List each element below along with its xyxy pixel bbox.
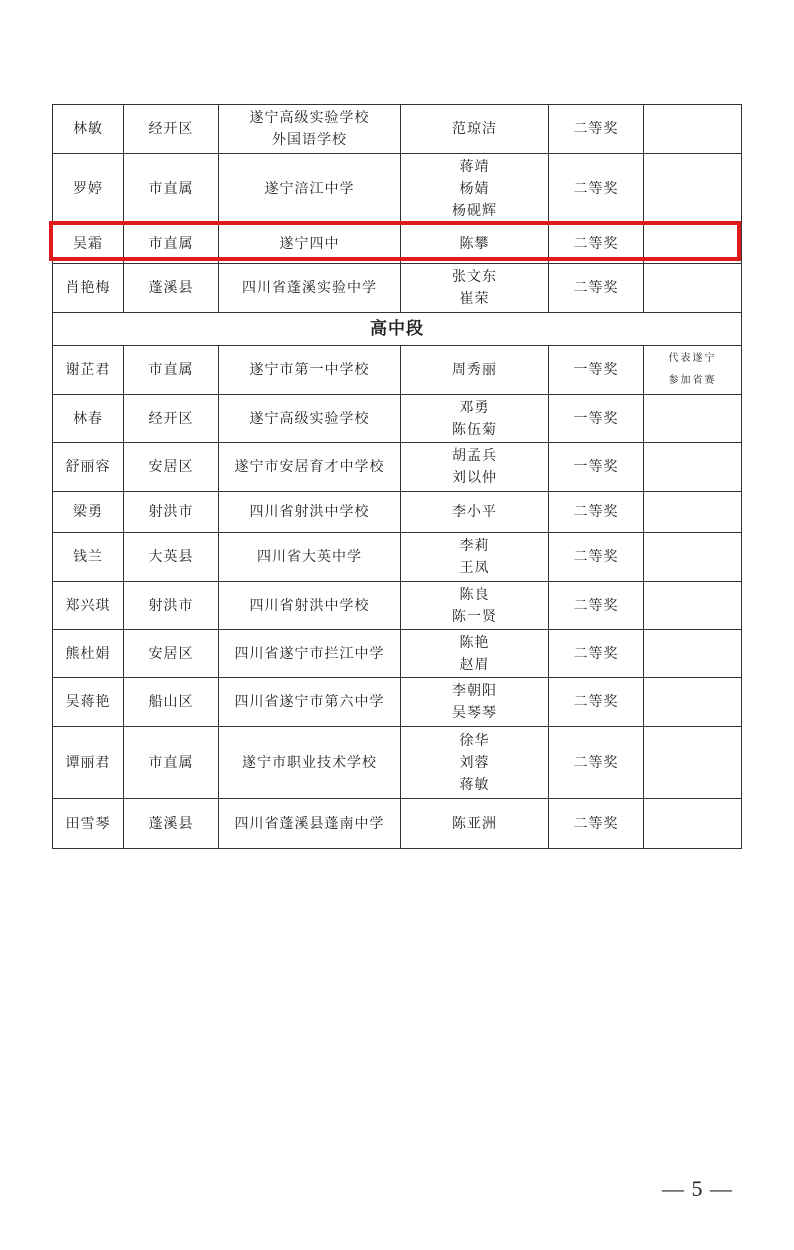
section-header-row bbox=[53, 313, 742, 346]
note-cell bbox=[644, 492, 742, 533]
note-cell bbox=[644, 582, 742, 630]
school-cell: 四川省大英中学 bbox=[219, 533, 401, 582]
area-cell: 市直属 bbox=[124, 727, 219, 799]
tutor-cell: 李朝阳 吴琴琴 bbox=[401, 678, 549, 727]
award-cell: 一等奖 bbox=[549, 395, 644, 443]
award-cell: 二等奖 bbox=[549, 799, 644, 849]
table-row bbox=[53, 492, 742, 533]
school-cell: 四川省蓬溪县蓬南中学 bbox=[219, 799, 401, 849]
name-cell: 吴蒋艳 bbox=[53, 678, 124, 727]
award-cell: 二等奖 bbox=[549, 727, 644, 799]
section-title: 高中段 bbox=[53, 313, 742, 346]
school-cell: 四川省遂宁市第六中学 bbox=[219, 678, 401, 727]
award-cell: 二等奖 bbox=[549, 533, 644, 582]
tutor-cell: 陈亚洲 bbox=[401, 799, 549, 849]
table-row bbox=[53, 727, 742, 799]
note-cell bbox=[644, 154, 742, 224]
name-cell: 田雪琴 bbox=[53, 799, 124, 849]
area-cell: 大英县 bbox=[124, 533, 219, 582]
name-cell: 梁勇 bbox=[53, 492, 124, 533]
tutor-cell: 周秀丽 bbox=[401, 346, 549, 395]
name-cell: 熊杜娟 bbox=[53, 630, 124, 678]
table-row bbox=[53, 105, 742, 154]
award-cell: 二等奖 bbox=[549, 582, 644, 630]
table-row bbox=[53, 224, 742, 264]
area-cell: 射洪市 bbox=[124, 582, 219, 630]
area-cell: 经开区 bbox=[124, 105, 219, 154]
table-row bbox=[53, 264, 742, 313]
award-cell: 二等奖 bbox=[549, 105, 644, 154]
note-cell bbox=[644, 395, 742, 443]
name-cell: 吴霜 bbox=[53, 224, 124, 264]
note-cell bbox=[644, 264, 742, 313]
area-cell: 射洪市 bbox=[124, 492, 219, 533]
name-cell: 谭丽君 bbox=[53, 727, 124, 799]
tutor-cell: 张文东 崔荣 bbox=[401, 264, 549, 313]
name-cell: 林春 bbox=[53, 395, 124, 443]
note-cell bbox=[644, 443, 742, 492]
name-cell: 舒丽容 bbox=[53, 443, 124, 492]
tutor-cell: 李莉 王凤 bbox=[401, 533, 549, 582]
table-row bbox=[53, 582, 742, 630]
award-cell: 一等奖 bbox=[549, 443, 644, 492]
tutor-cell: 蒋靖 杨婧 杨砚辉 bbox=[401, 154, 549, 224]
note-cell bbox=[644, 678, 742, 727]
area-cell: 市直属 bbox=[124, 346, 219, 395]
note-cell bbox=[644, 105, 742, 154]
school-cell: 遂宁市第一中学校 bbox=[219, 346, 401, 395]
name-cell: 罗婷 bbox=[53, 154, 124, 224]
tutor-cell: 李小平 bbox=[401, 492, 549, 533]
awards-table bbox=[52, 104, 742, 849]
tutor-cell: 范琼洁 bbox=[401, 105, 549, 154]
school-cell: 四川省遂宁市拦江中学 bbox=[219, 630, 401, 678]
area-cell: 安居区 bbox=[124, 630, 219, 678]
tutor-cell: 陈攀 bbox=[401, 224, 549, 264]
note-cell bbox=[644, 533, 742, 582]
table-row bbox=[53, 443, 742, 492]
note-cell bbox=[644, 630, 742, 678]
table-row bbox=[53, 678, 742, 727]
page-number: — 5 — bbox=[662, 1176, 733, 1201]
table-row bbox=[53, 346, 742, 395]
award-cell: 二等奖 bbox=[549, 154, 644, 224]
area-cell: 安居区 bbox=[124, 443, 219, 492]
name-cell: 钱兰 bbox=[53, 533, 124, 582]
note-cell bbox=[644, 799, 742, 849]
name-cell: 谢芷君 bbox=[53, 346, 124, 395]
school-cell: 四川省射洪中学校 bbox=[219, 582, 401, 630]
note-cell bbox=[644, 727, 742, 799]
tutor-cell: 陈良 陈一贤 bbox=[401, 582, 549, 630]
tutor-cell: 陈艳 赵眉 bbox=[401, 630, 549, 678]
award-cell: 一等奖 bbox=[549, 346, 644, 395]
name-cell: 肖艳梅 bbox=[53, 264, 124, 313]
area-cell: 船山区 bbox=[124, 678, 219, 727]
award-cell: 二等奖 bbox=[549, 630, 644, 678]
table-row bbox=[53, 533, 742, 582]
award-cell: 二等奖 bbox=[549, 678, 644, 727]
area-cell: 经开区 bbox=[124, 395, 219, 443]
area-cell: 市直属 bbox=[124, 154, 219, 224]
area-cell: 蓬溪县 bbox=[124, 264, 219, 313]
name-cell: 郑兴琪 bbox=[53, 582, 124, 630]
tutor-cell: 徐华 刘蓉 蒋敏 bbox=[401, 727, 549, 799]
school-cell: 四川省蓬溪实验中学 bbox=[219, 264, 401, 313]
school-cell: 遂宁高级实验学校 bbox=[219, 395, 401, 443]
school-cell: 遂宁四中 bbox=[219, 224, 401, 264]
note-cell bbox=[644, 224, 742, 264]
area-cell: 蓬溪县 bbox=[124, 799, 219, 849]
note-cell: 代表遂宁 参加省赛 bbox=[644, 346, 742, 395]
table-row bbox=[53, 630, 742, 678]
tutor-cell: 胡孟兵 刘以仲 bbox=[401, 443, 549, 492]
tutor-cell: 邓勇 陈伍菊 bbox=[401, 395, 549, 443]
school-cell: 四川省射洪中学校 bbox=[219, 492, 401, 533]
school-cell: 遂宁市职业技术学校 bbox=[219, 727, 401, 799]
table-row bbox=[53, 395, 742, 443]
school-cell: 遂宁市安居育才中学校 bbox=[219, 443, 401, 492]
award-cell: 二等奖 bbox=[549, 492, 644, 533]
school-cell: 遂宁高级实验学校 外国语学校 bbox=[219, 105, 401, 154]
award-cell: 二等奖 bbox=[549, 224, 644, 264]
school-cell: 遂宁涪江中学 bbox=[219, 154, 401, 224]
table-row bbox=[53, 799, 742, 849]
name-cell: 林敏 bbox=[53, 105, 124, 154]
area-cell: 市直属 bbox=[124, 224, 219, 264]
award-cell: 二等奖 bbox=[549, 264, 644, 313]
table-row bbox=[53, 154, 742, 224]
